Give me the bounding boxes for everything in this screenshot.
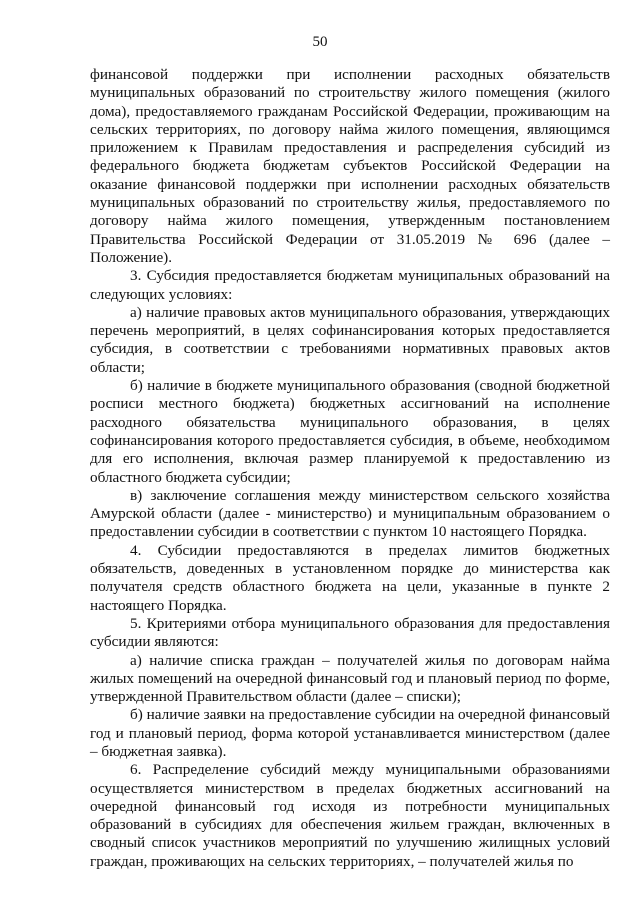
- paragraph-item-5b: б) наличие заявки на предоставление субсидии на очередной финансовый год и плановый период, форма которой устанавливается министерством (далее – бюджетная заявка).: [90, 706, 610, 760]
- paragraph-item-3v: в) заключение соглашения между министерством сельского хозяйства Амурской области (далее - министерство) и муниципальным образованием о предоставлении субсидии в соответствии с пунктом 10 настоящего Порядка.: [90, 486, 610, 541]
- paragraph-item-3a: а) наличие правовых актов муниципального образования, утверждающих перечень мероприятий, в целях софинансирования которых предоставляется субсидия, в соответствии с требованиями нормативных правовых актов области;: [90, 303, 610, 376]
- paragraph-item-3: 3. Субсидия предоставляется бюджетам муниципальных образований на следующих условиях:: [90, 267, 610, 303]
- page-number: 50: [312, 34, 328, 50]
- paragraph-item-4: 4. Субсидии предоставляются в пределах лимитов бюджетных обязательств, доведенных в установленном порядке до министерства как получателя средств областного бюджета на цели, указанные в пункте 2 настоящего Порядка.: [90, 541, 610, 614]
- paragraph-item-3b: б) наличие в бюджете муниципального образования (сводной бюджетной росписи местного бюджета) бюджетных ассигнований на исполнение расходного обязательства муниципального образования, в целях софинансирования которого предоставляется субсидия, в объеме, необходимом для его исполнения, включая размер планируемой к предоставлению из областного бюджета субсидии;: [90, 377, 610, 486]
- paragraph-item-5a: а) наличие списка граждан – получателей жилья по договорам найма жилых помещений на очередной финансовый год и плановый период по форме, утвержденной Правительством области (далее – списки);: [90, 651, 610, 706]
- paragraph-item-5: 5. Критериями отбора муниципального образования для предоставления субсидии являются:: [90, 614, 610, 651]
- paragraph-continuation: финансовой поддержки при исполнении расходных обязательств муниципальных образований по строительству жилого помещения (жилого дома), предоставляемого гражданам Российской Федерации, проживающим на сельских территориях, по договору найма жилого помещения, являющимся приложением к Правилам предоставления и распределения субсидий из федерального бюджета бюджетам субъектов Российской Федерации на оказание финансовой поддержки при исполнении расходных обязательств муниципальных образований по строительству жилья, предоставляемого по договору найма жилого помещения, утвержденным постановлением Правительства Российской Федерации от 31.05.2019 № 696 (далее – Положение).: [90, 66, 610, 266]
- paragraph-item-6: 6. Распределение субсидий между муниципальными образованиями осуществляется министерством в пределах бюджетных ассигнований на очередной финансовый год исходя из потребности муниципальных образований в субсидиях для обеспечения жильем граждан, включенных в сводный список участников мероприятий по улучшению жилищных условий граждан, проживающих на сельских территориях, – получателей жилья по: [90, 761, 610, 870]
- document-body: [90, 66, 610, 871]
